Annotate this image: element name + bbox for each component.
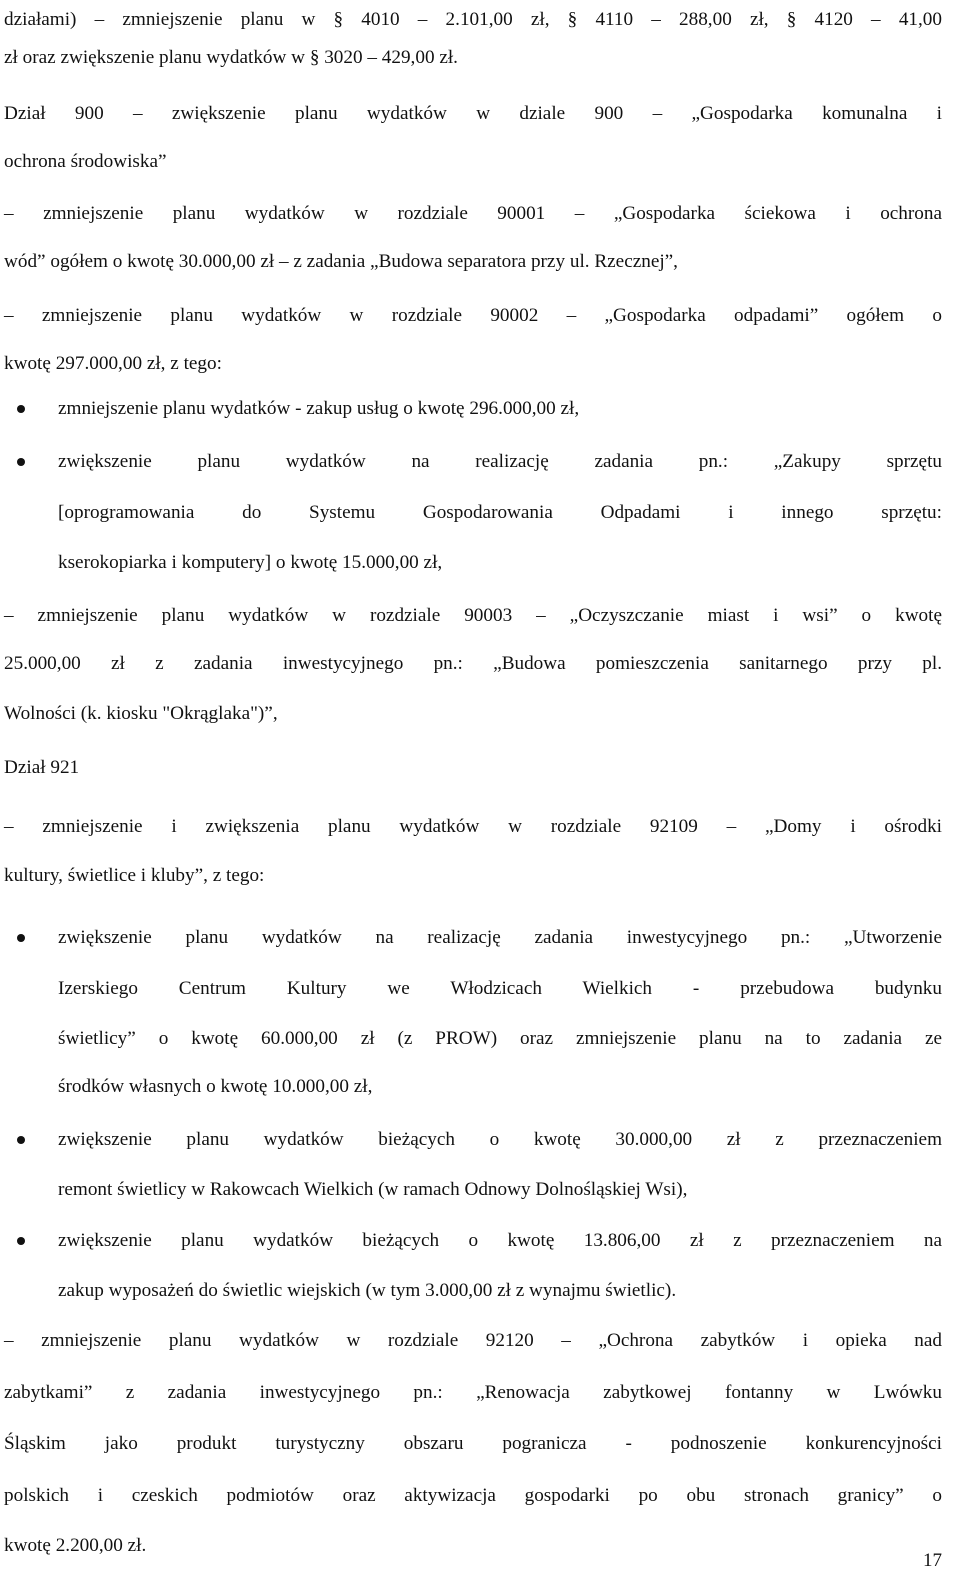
list-item: zwiększenie planu wydatków na realizację zadania inwestycyjnego pn.: „Utworzenie [58, 927, 942, 948]
text-line: – zmniejszenie planu wydatków w rozdziale 90003 – „Oczyszczanie miast i wsi” o kwotę [4, 605, 942, 626]
bullet-icon [17, 1136, 25, 1144]
list-item: zmniejszenie planu wydatków - zakup usług o kwotę 296.000,00 zł, [58, 398, 580, 419]
text-line: ochrona środowiska” [4, 151, 167, 172]
page-number: 17 [923, 1550, 942, 1571]
text-line: wód” ogółem o kwotę 30.000,00 zł – z zadania „Budowa separatora przy ul. Rzecznej”, [4, 251, 678, 272]
bullet-icon [17, 458, 25, 466]
text-line: – zmniejszenie planu wydatków w rozdziale 90001 – „Gospodarka ściekowa i ochrona [4, 203, 942, 224]
list-item: zwiększenie planu wydatków bieżących o kwotę 30.000,00 zł z przeznaczeniem [58, 1129, 942, 1150]
text-line: polskich i czeskich podmiotów oraz aktywizacja gospodarki po obu stronach granicy” o [4, 1485, 942, 1506]
text-line: 25.000,00 zł z zadania inwestycyjnego pn.: „Budowa pomieszczenia sanitarnego przy pl. [4, 653, 942, 674]
bullet-icon [17, 934, 25, 942]
text-line: kwotę 2.200,00 zł. [4, 1535, 147, 1556]
list-item: zwiększenie planu wydatków na realizację zadania pn.: „Zakupy sprzętu [58, 451, 942, 472]
bullet-icon [17, 405, 25, 413]
text-line: kwotę 297.000,00 zł, z tego: [4, 353, 222, 374]
bullet-icon [17, 1237, 25, 1245]
text-line: [oprogramowania do Systemu Gospodarowania Odpadami i innego sprzętu: [58, 502, 942, 523]
text-line: kultury, świetlice i kluby”, z tego: [4, 865, 265, 886]
text-line: remont świetlicy w Rakowcach Wielkich (w ramach Odnowy Dolnośląskiej Wsi), [58, 1179, 688, 1200]
text-line: Dział 900 – zwiększenie planu wydatków w dziale 900 – „Gospodarka komunalna i [4, 103, 942, 124]
list-item: zwiększenie planu wydatków bieżących o kwotę 13.806,00 zł z przeznaczeniem na [58, 1230, 942, 1251]
text-line: – zmniejszenie planu wydatków w rozdziale 90002 – „Gospodarka odpadami” ogółem o [4, 305, 942, 326]
text-line: działami) – zmniejszenie planu w § 4010 – 2.101,00 zł, § 4110 – 288,00 zł, § 4120 – 41,00 [4, 9, 942, 30]
text-line: środków własnych o kwotę 10.000,00 zł, [58, 1076, 373, 1097]
text-line: zł oraz zwiększenie planu wydatków w § 3020 – 429,00 zł. [4, 47, 458, 68]
text-line: – zmniejszenie planu wydatków w rozdziale 92120 – „Ochrona zabytków i opieka nad [4, 1330, 942, 1351]
text-line: Wolności (k. kiosku "Okrąglaka")”, [4, 703, 278, 724]
text-line: zabytkami” z zadania inwestycyjnego pn.: „Renowacja zabytkowej fontanny w Lwówku [4, 1382, 942, 1403]
text-line: zakup wyposażeń do świetlic wiejskich (w tym 3.000,00 zł z wynajmu świetlic). [58, 1280, 677, 1301]
text-line: kserokopiarka i komputery] o kwotę 15.000,00 zł, [58, 552, 443, 573]
text-line: Izerskiego Centrum Kultury we Włodzicach Wielkich - przebudowa budynku [58, 978, 942, 999]
section-heading: Dział 921 [4, 757, 80, 778]
text-line: świetlicy” o kwotę 60.000,00 zł (z PROW) oraz zmniejszenie planu na to zadania ze [58, 1028, 942, 1049]
text-line: – zmniejszenie i zwiększenia planu wydatków w rozdziale 92109 – „Domy i ośrodki [4, 816, 942, 837]
text-line: Śląskim jako produkt turystyczny obszaru pogranicza - podnoszenie konkurencyjności [4, 1433, 942, 1454]
